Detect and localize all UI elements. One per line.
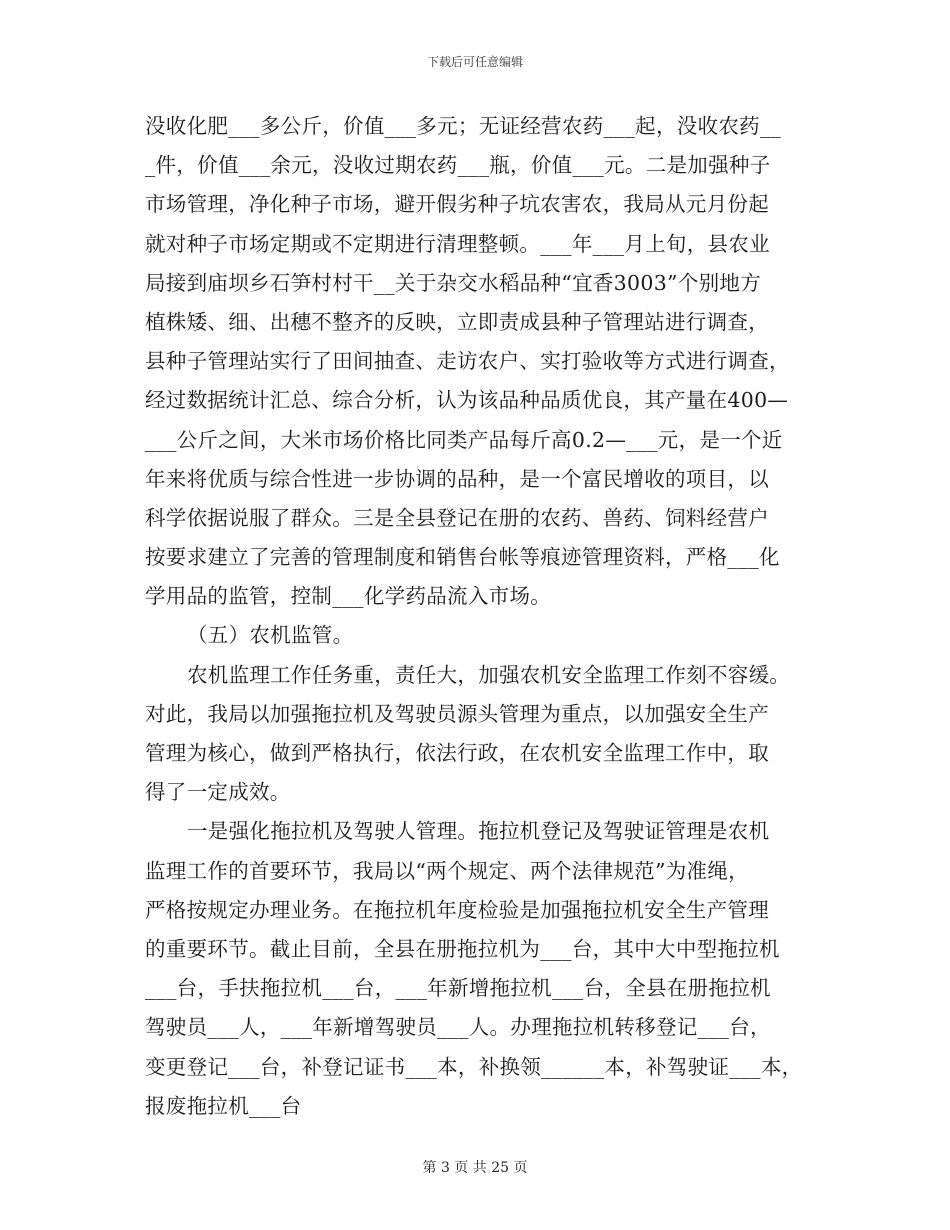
- body-line: 按要求建立了完善的管理制度和销售台帐等痕迹管理资料，严格___化: [145, 545, 780, 570]
- body-line: 科学依据说服了群众。三是全县登记在册的农药、兽药、饲料经营户: [145, 505, 769, 530]
- body-line: _件，价值___余元，没收过期农药___瓶，价值___元。二是加强种子: [145, 153, 771, 178]
- page-footer: 第 3 页 共 25 页: [422, 1160, 528, 1176]
- body-line: ___台，手扶拖拉机___台，___年新增拖拉机___台，全县在册拖拉机: [145, 976, 771, 1001]
- body-line: 县种子管理站实行了田间抽查、走访农户、实打验收等方式进行调查，: [145, 349, 790, 374]
- body-line: 驾驶员___人，___年新增驾驶员___人。办理拖拉机转移登记___台，: [145, 1015, 771, 1040]
- body-line: 经过数据统计汇总、综合分析，认为该品种品质优良，其产量在400—: [145, 388, 789, 413]
- page-header: 下载后可任意编辑: [426, 55, 523, 69]
- body-line: 的重要环节。截止目前，全县在册拖拉机为___台，其中大中型拖拉机: [145, 936, 780, 961]
- body-line: 严格按规定办理业务。在拖拉机年度检验是加强拖拉机安全生产管理: [145, 897, 769, 922]
- body-line: 学用品的监管，控制___化学药品流入市场。: [145, 584, 552, 609]
- body-line: 变更登记___台，补登记证书___本，补换领______本，补驾驶证___本，: [145, 1054, 803, 1079]
- body-line: 得了一定成效。: [145, 780, 291, 805]
- body-line: 没收化肥___多公斤，价值___多元；无证经营农药___起，没收农药__: [145, 114, 782, 138]
- body-line: 市场管理，净化种子市场，避开假劣种子坑农害农，我局从元月份起: [145, 192, 769, 217]
- body-line: 对此，我局以加强拖拉机及驾驶员源头管理为重点，以加强安全生产: [145, 701, 769, 726]
- body-line: 报废拖拉机___台: [145, 1093, 302, 1118]
- body-line: 农机监理工作任务重，责任大，加强农机安全监理工作刻不容缓。: [187, 662, 791, 687]
- body-line: 就对种子市场定期或不定期进行清理整顿。___年___月上旬，县农业: [145, 231, 770, 256]
- document-body: [145, 107, 815, 1126]
- body-line: 监理工作的首要环节，我局以“两个规定、两个法律规范”为准绳，: [145, 858, 749, 883]
- body-line: 年来将优质与综合性进一步协调的品种，是一个富民增收的项目，以: [145, 466, 769, 491]
- body-line: 管理为核心，做到严格执行，依法行政，在农机安全监理工作中，取: [145, 741, 769, 765]
- body-line: 一是强化拖拉机及驾驶人管理。拖拉机登记及驾驶证管理是农机: [187, 819, 770, 844]
- body-line: 局接到庙坝乡石笋村村干__关于杂交水稻品种“宜香3003”个别地方: [145, 270, 762, 295]
- body-line: 植株矮、细、出穗不整齐的反映，立即责成县种子管理站进行调查，: [145, 309, 769, 334]
- section-heading: （五）农机监管。: [187, 623, 354, 648]
- body-line: ___公斤之间，大米市场价格比同类产品每斤高0.2—___元，是一个近: [145, 427, 783, 452]
